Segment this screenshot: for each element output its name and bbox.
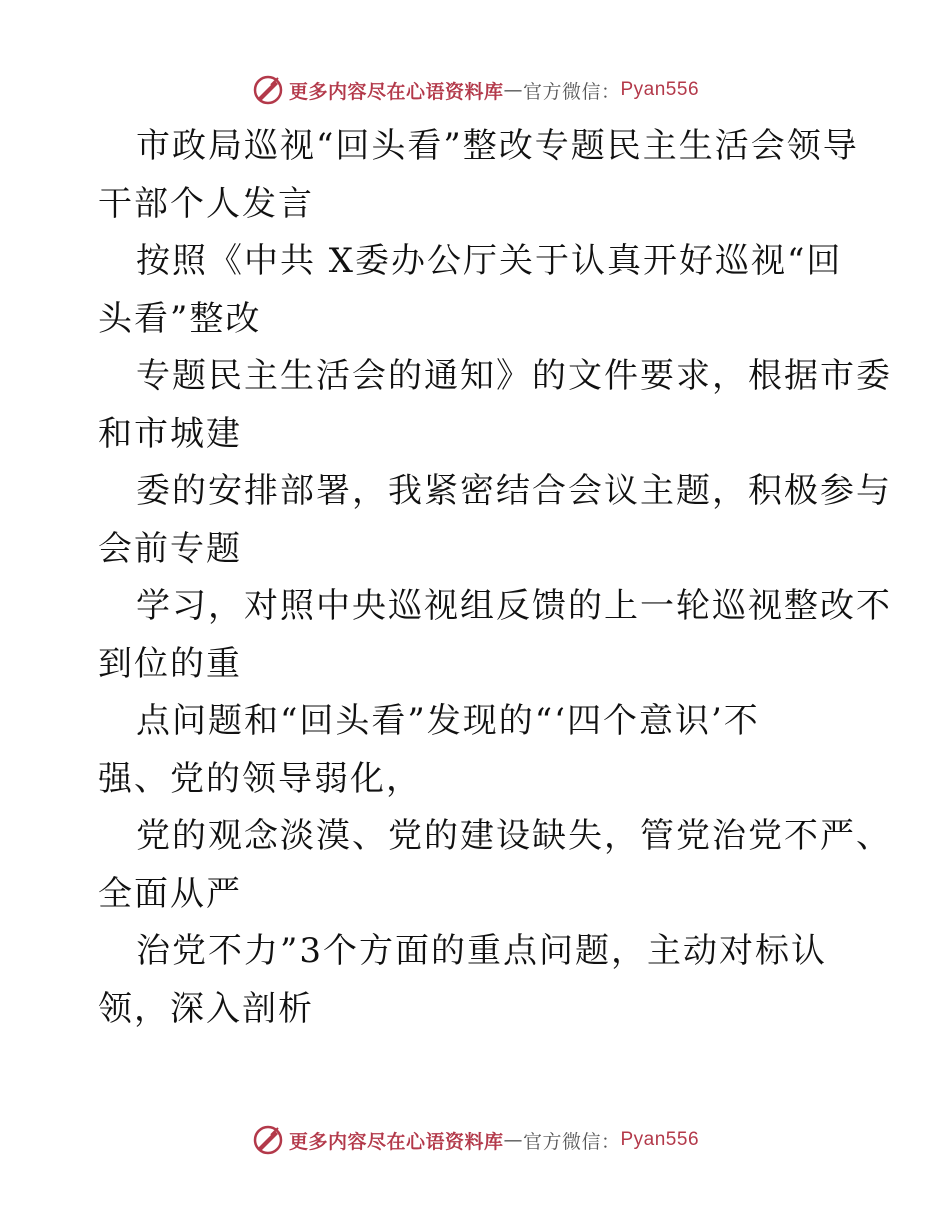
body-text-line: 到位的重: [98, 643, 242, 684]
body-text-line: 学习，对照中央巡视组反馈的上一轮巡视整改不: [136, 586, 892, 626]
body-text-line: 按照《中共 X委办公厅关于认真开好巡视“回: [136, 241, 843, 281]
body-text-line: 和市城建: [98, 413, 242, 454]
watermark-brand: 更多内容尽在心语资料库: [288, 80, 504, 103]
watermark-brand: 更多内容尽在心语资料库: [288, 1130, 504, 1153]
body-text-line: 领，深入剖析: [98, 988, 314, 1029]
watermark-separator: —: [503, 79, 523, 101]
body-text-line: 专题民主生活会的通知》的文件要求，根据市委: [136, 356, 892, 396]
body-text-line: 强、党的领导弱化，: [98, 758, 422, 799]
watermark-wechat-id: Pyan556: [620, 79, 700, 100]
watermark-wechat-id: Pyan556: [620, 1129, 700, 1150]
feather-pen-logo-icon: [251, 1123, 285, 1157]
body-text-line: 会前专题: [98, 528, 242, 569]
header-watermark: [0, 70, 950, 110]
body-text-line: 治党不力”3个方面的重点问题，主动对标认: [136, 931, 828, 971]
body-text-line: 全面从严: [98, 873, 242, 914]
watermark-label: 官方微信：: [522, 80, 621, 103]
feather-pen-logo-icon: [251, 73, 285, 107]
watermark-separator: —: [503, 1129, 523, 1151]
body-text-line: 党的观念淡漠、党的建设缺失，管党治党不严、: [136, 816, 892, 856]
document-body: [98, 118, 892, 1038]
body-text-line: 点问题和“回头看”发现的“‘四个意识’不: [136, 701, 760, 741]
body-text-line: 干部个人发言: [98, 183, 314, 224]
watermark-label: 官方微信：: [522, 1130, 621, 1153]
body-text-line: 委的安排部署，我紧密结合会议主题，积极参与: [136, 471, 892, 511]
footer-watermark: [0, 1120, 950, 1160]
body-text-line: 头看”整改: [98, 298, 262, 339]
body-text-line: 市政局巡视“回头看”整改专题民主生活会领导: [136, 126, 859, 166]
